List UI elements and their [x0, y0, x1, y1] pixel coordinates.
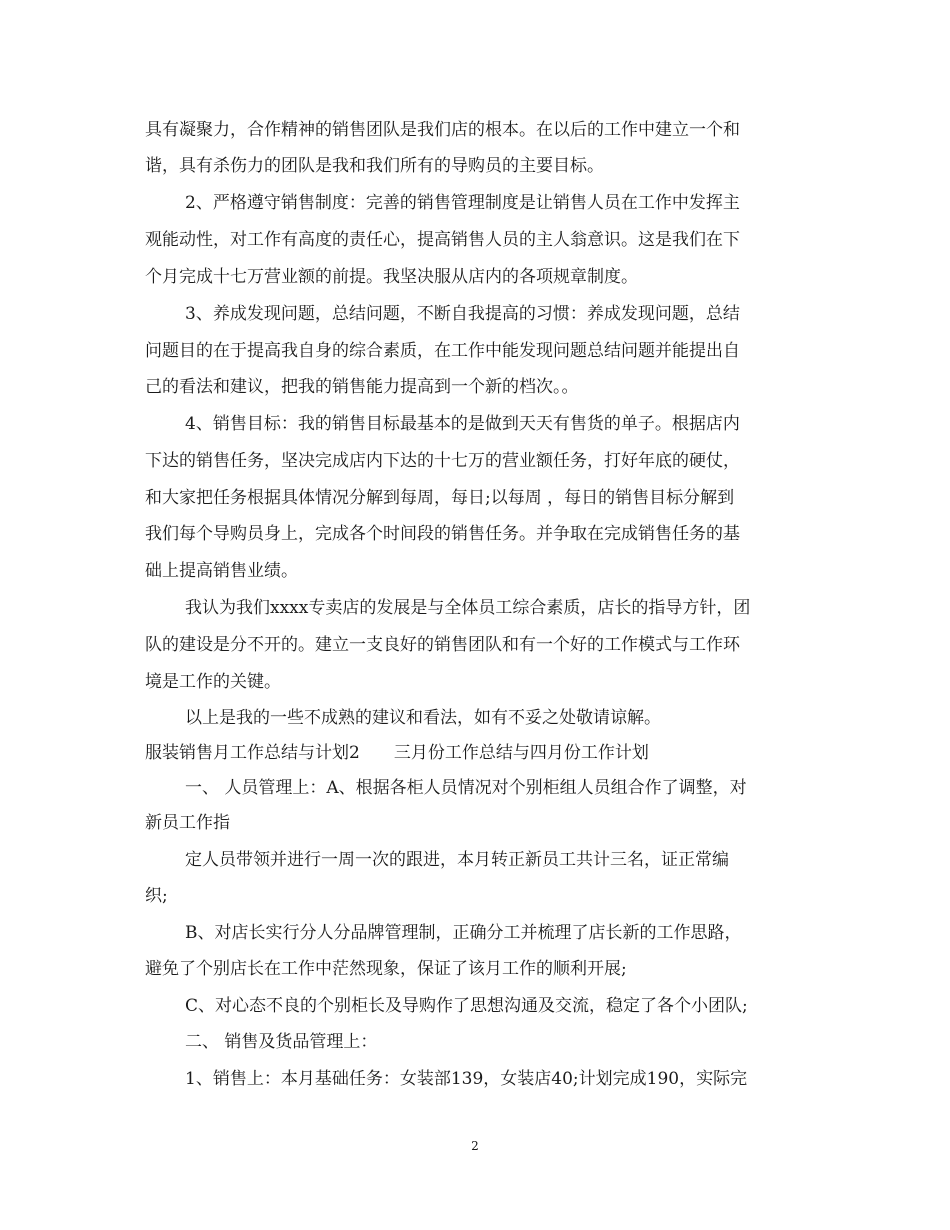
page-number: 2: [471, 1139, 479, 1153]
text-line: 谐，具有杀伤力的团队是我和我们所有的导购员的主要目标。: [145, 156, 604, 176]
text-line: 1、销售上：本月基础任务：女装部139，女装店40;计划完成190，实际完: [185, 1069, 748, 1089]
text-line: 定人员带领并进行一周一次的跟进，本月转正新员工共计三名，证正常编: [185, 850, 729, 870]
text-line: 境是工作的关键。: [145, 672, 281, 692]
text-line: 队的建设是分不开的。建立一支良好的销售团队和有一个好的工作模式与工作环: [145, 635, 740, 655]
text-line: 以上是我的一些不成熟的建议和看法，如有不妥之处敬请谅解。: [185, 708, 661, 728]
text-line: 观能动性，对工作有高度的责任心，提高销售人员的主人翁意识。这是我们在下: [145, 230, 740, 250]
text-line: 问题目的在于提高我自身的综合素质，在工作中能发现问题总结问题并能提出自: [145, 341, 740, 361]
text-line: 我们每个导购员身上，完成各个时间段的销售任务。并争取在完成销售任务的基: [145, 524, 740, 544]
text-line: 2、严格遵守销售制度：完善的销售管理制度是让销售人员在工作中发挥主: [185, 193, 740, 213]
text-line: 避免了个别店长在工作中茫然现象，保证了该月工作的顺利开展;: [145, 959, 627, 979]
text-line: 3、养成发现问题，总结问题，不断自我提高的习惯：养成发现问题，总结: [185, 304, 740, 324]
text-line: 具有凝聚力，合作精神的销售团队是我们店的根本。在以后的工作中建立一个和: [145, 120, 740, 140]
text-line: 一、 人员管理上：A、根据各柜人员情况对个别柜组人员组合作了调整，对: [185, 778, 747, 798]
text-line: 织;: [145, 886, 168, 906]
section-heading: 服装销售月工作总结与计划2 三月份工作总结与四月份工作计划: [145, 743, 649, 763]
text-line: 下达的销售任务，坚决完成店内下达的十七万的营业额任务，打好年底的硬仗，: [145, 451, 740, 471]
text-line: 4、销售目标：我的销售目标最基本的是做到天天有售货的单子。根据店内: [185, 414, 740, 434]
text-line: 和大家把任务根据具体情况分解到每周，每日;以每周 ，每日的销售目标分解到: [145, 488, 735, 508]
text-line: 己的看法和建议，把我的销售能力提高到一个新的档次。。: [145, 377, 579, 397]
text-line: 我认为我们xxxx专卖店的发展是与全体员工综合素质，店长的指导方针，团: [185, 598, 751, 618]
text-line: 个月完成十七万营业额的前提。我坚决服从店内的各项规章制度。: [145, 267, 638, 287]
text-line: 础上提高销售业绩。: [145, 561, 298, 581]
text-line: B、对店长实行分人分品牌管理制，正确分工并梳理了店长新的工作思路，: [185, 923, 742, 943]
text-line: C、对心态不良的个别柜长及导购作了思想沟通及交流，稳定了各个小团队;: [185, 996, 748, 1016]
text-line: 新员工作指: [145, 813, 230, 833]
text-line: 二、 销售及货品管理上：: [185, 1032, 378, 1052]
